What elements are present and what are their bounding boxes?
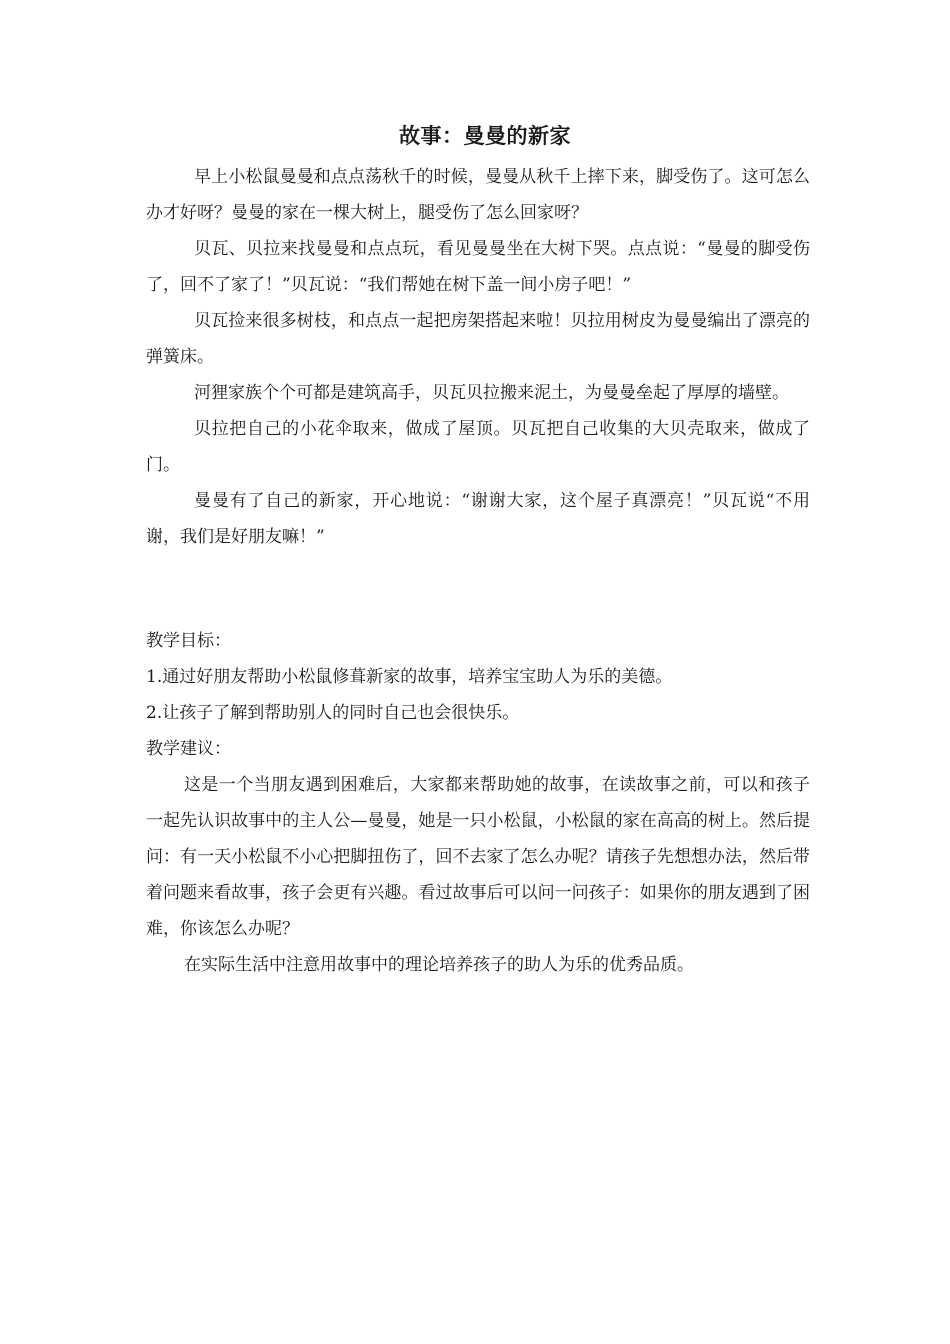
- story-paragraph: 贝瓦捡来很多树枝，和点点一起把房架搭起来啦！贝拉用树皮为曼曼编出了漂亮的弹簧床。: [146, 311, 810, 367]
- story-paragraph: 贝拉把自己的小花伞取来，做成了屋顶。贝瓦把自己收集的大贝壳取来，做成了门。: [146, 419, 810, 475]
- story-paragraph: 河狸家族个个可都是建筑高手，贝瓦贝拉搬来泥土，为曼曼垒起了厚厚的墙壁。: [194, 383, 789, 403]
- teaching-advice-heading: 教学建议：: [146, 739, 231, 759]
- teaching-goal-item: 2.让孩子了解到帮助别人的同时自己也会很快乐。: [146, 703, 520, 723]
- story-paragraph: 贝瓦、贝拉来找曼曼和点点玩，看见曼曼坐在大树下哭。点点说：“曼曼的脚受伤了，回不了家了！”贝瓦说：“我们帮她在树下盖一间小房子吧！”: [146, 239, 810, 295]
- teaching-goals-section: [146, 623, 810, 731]
- teaching-goals-heading: 教学目标：: [146, 631, 231, 651]
- story-body: [146, 159, 810, 555]
- page-title: 故事：曼曼的新家: [399, 124, 571, 148]
- teaching-advice-paragraph: 这是一个当朋友遇到困难后，大家都来帮助她的故事，在读故事之前，可以和孩子一起先认识故事中的主人公—曼曼，她是一只小松鼠，小松鼠的家在高高的树上。然后提问：有一天小松鼠不小心把脚扭伤了，回不去家了怎么办呢？请孩子先想想办法，然后带着问题来看故事，孩子会更有兴趣。看过故事后可以问一问孩子：如果你的朋友遇到了困难，你该怎么办呢？: [146, 775, 810, 939]
- teaching-advice-paragraph: 在实际生活中注意用故事中的理论培养孩子的助人为乐的优秀品质。: [184, 955, 694, 975]
- teaching-goal-item: 1.通过好朋友帮助小松鼠修葺新家的故事，培养宝宝助人为乐的美德。: [146, 667, 673, 687]
- teaching-advice-section: [146, 731, 810, 983]
- story-paragraph: 曼曼有了自己的新家，开心地说：“谢谢大家，这个屋子真漂亮！”贝瓦说“不用谢，我们是好朋友嘛！”: [146, 491, 810, 547]
- story-paragraph: 早上小松鼠曼曼和点点荡秋千的时候，曼曼从秋千上摔下来，脚受伤了。这可怎么办才好呀？曼曼的家在一棵大树上，腿受伤了怎么回家呀？: [146, 167, 810, 223]
